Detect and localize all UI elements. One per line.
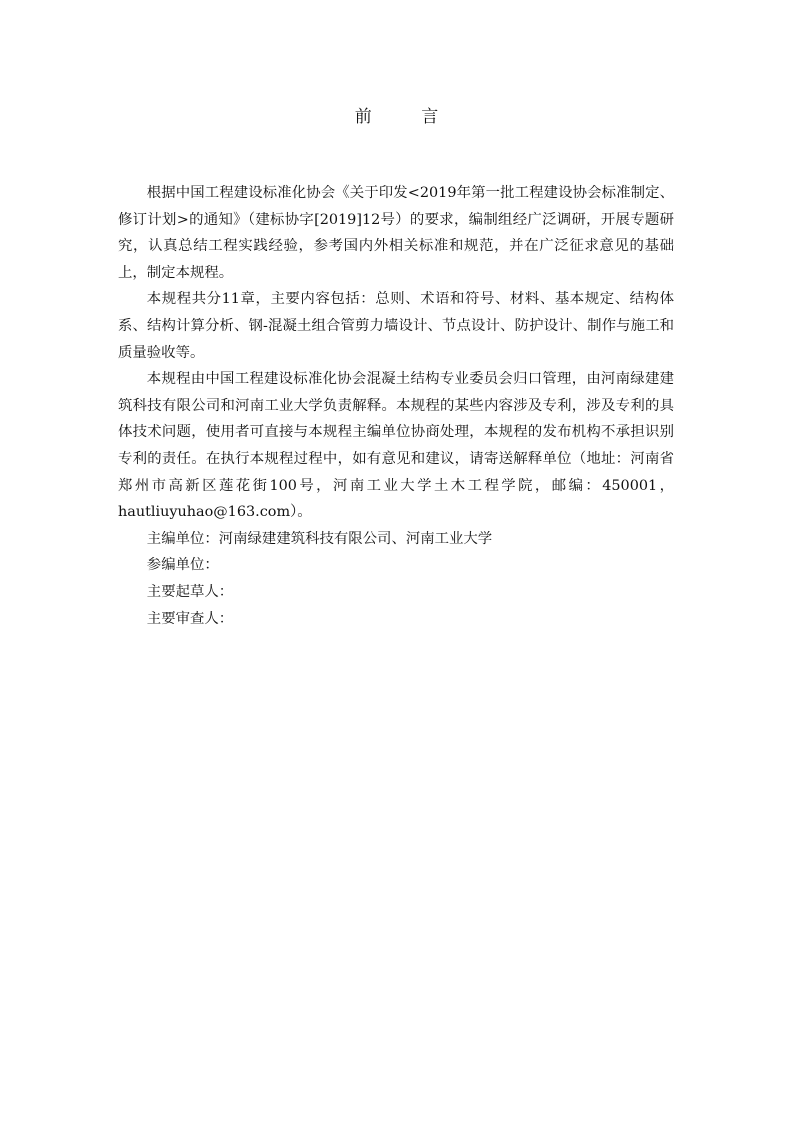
main-reviewers: 主要审查人： xyxy=(146,610,234,627)
document-body xyxy=(118,180,674,632)
paragraph-background: 根据中国工程建设标准化协会《关于印发<2019年第一批工程建设协会标准制定、修订计划>的通知》（建标协字[2019]12号）的要求，编制组经广泛调研，开展专题研究，认真总结工程实践经验，参考国内外相关标准和规范，并在广泛征求意见的基础上，制定本规程。 xyxy=(118,185,674,281)
paragraph-management: 本规程由中国工程建设标准化协会混凝土结构专业委员会归口管理，由河南绿建建筑科技有限公司和河南工业大学负责解释。本规程的某些内容涉及专利，涉及专利的具体技术问题，使用者可直接与本规程主编单位协商处理，本规程的发布机构不承担识别专利的责任。在执行本规程过程中，如有意见和建议，请寄送解释单位（地址：河南省郑州市高新区莲花街100号，河南工业大学土木工程学院，邮编：450001，hautliuyuhao@163.com）。 xyxy=(118,371,674,521)
paragraph-contents: 本规程共分11章，主要内容包括：总则、术语和符号、材料、基本规定、结构体系、结构计算分析、钢-混凝土组合管剪力墙设计、节点设计、防护设计、制作与施工和质量验收等。 xyxy=(118,291,674,361)
main-drafters: 主要起草人： xyxy=(146,583,234,600)
page-title: 前 言 xyxy=(354,107,461,127)
chief-units: 主编单位：河南绿建建筑科技有限公司、河南工业大学 xyxy=(146,530,493,547)
participating-units: 参编单位： xyxy=(146,557,219,574)
